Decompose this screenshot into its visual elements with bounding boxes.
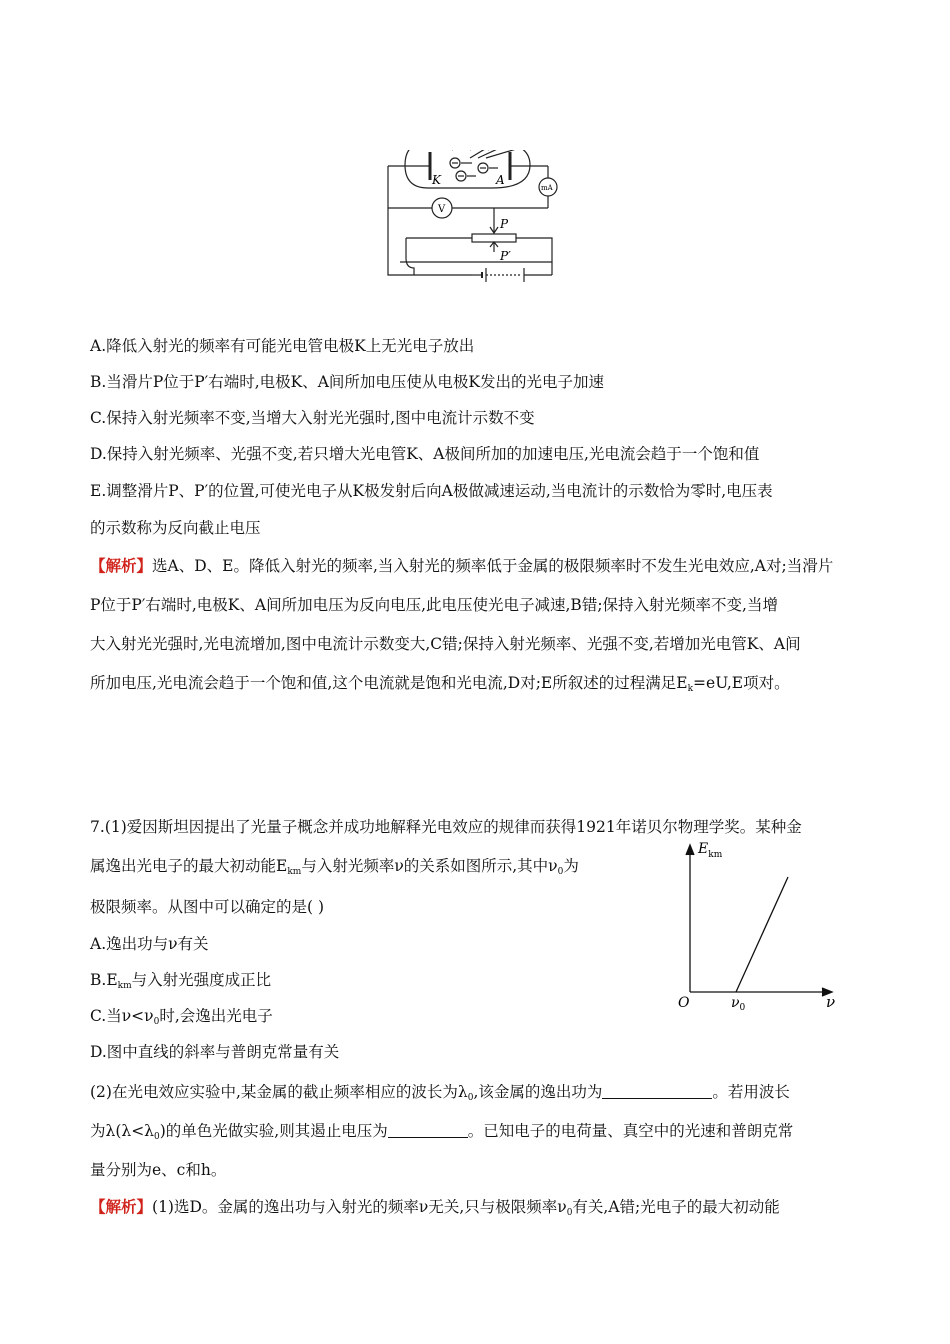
label-mA: mA	[541, 184, 553, 192]
label-P: P	[500, 217, 509, 231]
q7-part2-line: (2)在光电效应实验中,某金属的截止频率相应的波长为$\lambda_0$,该金属的逸出功为 。若用波长	[90, 1083, 790, 1103]
q7-analysis-line: 【解析】(1)选D。金属的逸出功与入射光的频率ν无关,只与极限频率$\nu_0$有关,A错;光电子的最大初动能	[90, 1197, 780, 1218]
q6-option-d: D.保持入射光频率、光强不变,若只增大光电管K、A极间所加的加速电压,光电流会趋于一个饱和值	[90, 445, 760, 463]
x-axis-label: ν	[826, 993, 836, 1010]
q6-option-b: B.当滑片P位于P′右端时,电极K、A间所加电压使从电极K发出的光电子加速	[90, 373, 604, 391]
q7-option-b: $B.E_{km}$与入射光强度成正比	[90, 971, 272, 991]
q7-stem-line: 属逸出光电子的最大初动能$E_{km}$与入射光频率ν的关系如图所示,其中$\nu_0$为	[90, 857, 579, 877]
label-V: V	[438, 204, 446, 215]
y-axis-label: $E_{km}$	[698, 841, 723, 860]
q6-analysis-line: 大入射光光强时,光电流增加,图中电流计示数变大,C错;保持入射光频率、光强不变,若增加光电管K、A间	[90, 635, 801, 653]
q6-option-a: A.降低入射光的频率有可能光电管电极K上无光电子放出	[90, 337, 475, 355]
q6-option-c: C.保持入射光频率不变,当增大入射光光强时,图中电流计示数不变	[90, 409, 535, 427]
q6-analysis-line: 【解析】选A、D、E。降低入射光的频率,当入射光的频率低于金属的极限频率时不发生光电效应,A对;当滑片	[90, 556, 834, 575]
label-A: A	[496, 173, 505, 187]
q7-option-d: D.图中直线的斜率与普朗克常量有关	[90, 1043, 340, 1061]
q7-option-a: A.逸出功与ν有关	[90, 935, 209, 953]
q7-option-c: C.当$\nu<\nu_0$时,会逸出光电子	[90, 1007, 273, 1027]
label-P-prime: P′	[500, 249, 511, 263]
analysis-tag: 【解析】	[90, 1197, 153, 1216]
photoelectric-circuit-diagram	[375, 150, 575, 300]
answer-blank	[602, 1083, 712, 1099]
ekm-vs-frequency-graph	[670, 835, 845, 1010]
q6-analysis-line: P位于P′右端时,电极K、A间所加电压为反向电压,此电压使光电子减速,B错;保持入射光频率不变,当增	[90, 596, 778, 614]
label-K: K	[432, 173, 441, 187]
analysis-tag: 【解析】	[90, 556, 153, 575]
q7-stem-line: 极限频率。从图中可以确定的是( )	[90, 898, 325, 916]
ekm-line	[736, 877, 788, 992]
q6-option-e-cont: 的示数称为反向截止电压	[90, 519, 261, 537]
rheostat	[472, 234, 516, 242]
q6-analysis-line: 所加电压,光电流会趋于一个饱和值,这个电流就是饱和光电流,D对;E所叙述的过程满足$E_k=eU,E$项对。	[90, 674, 790, 694]
q7-part2-line: 量分别为e、c和h。	[90, 1161, 227, 1179]
origin-label: O	[678, 995, 690, 1010]
q7-stem-line: 7.(1)爱因斯坦因提出了光量子概念并成功地解释光电效应的规律而获得1921年诺贝尔物理学奖。某种金	[90, 818, 802, 836]
x-tick-label: $\nu_0$	[731, 995, 746, 1010]
q7-part2-line: 为$\lambda(\lambda<\lambda_0)$的单色光做实验,则其遏止电压为 。已知电子的电荷量、真空中的光速和普朗克常	[90, 1122, 794, 1142]
answer-blank	[388, 1122, 468, 1138]
q6-option-e: E.调整滑片P、P′的位置,可使光电子从K极发射后向A极做减速运动,当电流计的示数恰为零时,电压表	[90, 482, 773, 500]
